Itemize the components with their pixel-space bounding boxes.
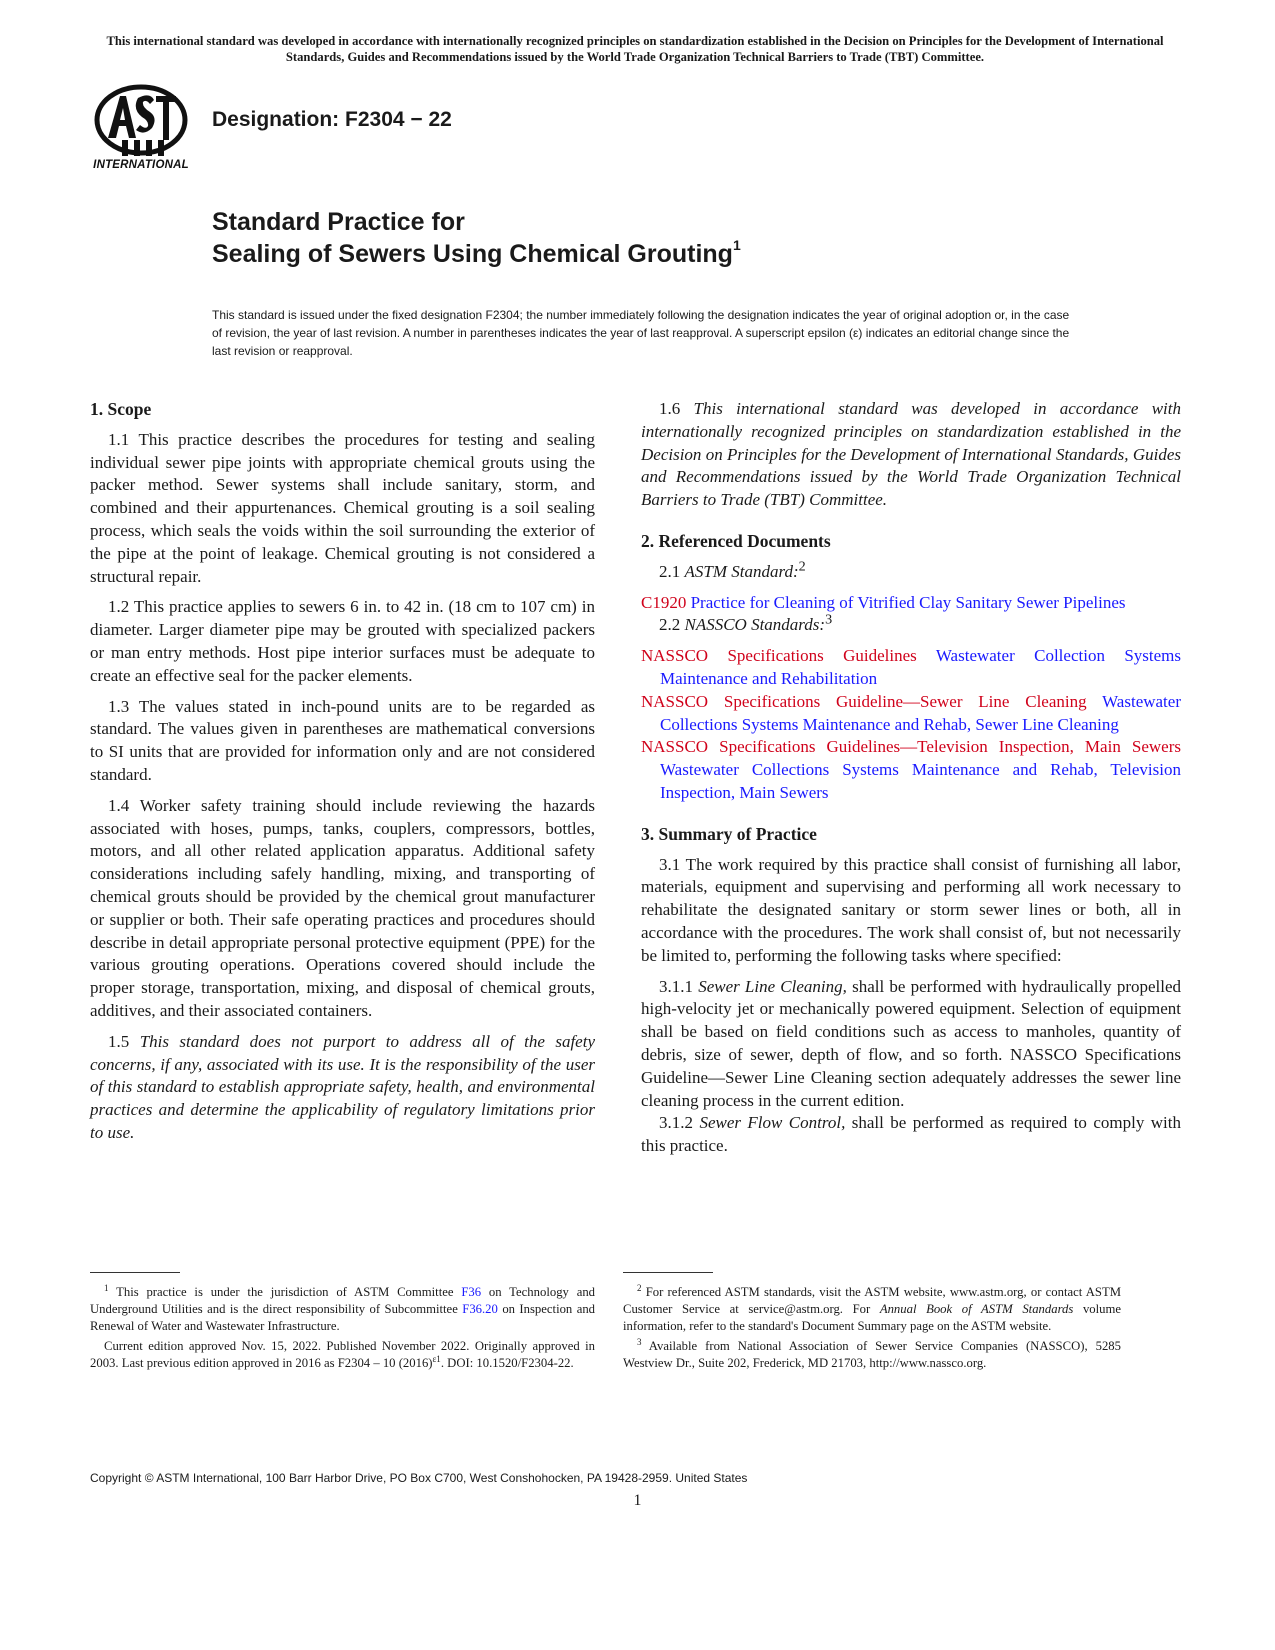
left-column bbox=[90, 398, 595, 1153]
ref-c1920-title[interactable]: Practice for Cleaning of Vitrified Clay Sanitary Sewer Pipelines bbox=[690, 592, 1126, 612]
designation: Designation: F2304 − 22 bbox=[212, 108, 452, 131]
title-line-2-text: Sealing of Sewers Using Chemical Grouting bbox=[212, 240, 733, 268]
fn1-text-b: on Technology and Underground Utilities and is the direct responsibility of Subcommittee bbox=[90, 1285, 596, 1316]
ref-nassco-1[interactable] bbox=[641, 645, 1181, 691]
paragraph-1-1: 1.1 This practice describes the procedures for testing and sealing individual sewer pipe joints with appropriate chemical grouts using the packer method. Sewer systems shall include sanitary, storm, and combined and their appurtenances. Chemical grouting is a soil sealing process, which seals the voids within the soil surrounding the exterior of the pipe at the point of leakage. Chemical grouting is not considered a structural repair. bbox=[90, 429, 595, 586]
footnote-1 bbox=[90, 1284, 595, 1335]
paragraph-3-1-1 bbox=[641, 976, 1181, 1113]
logo-text: INTERNATIONAL bbox=[93, 159, 189, 171]
s2-1-sup: 2 bbox=[798, 558, 806, 575]
ref-c1920-code[interactable]: C1920 bbox=[641, 592, 687, 612]
p3-1-2-text: shall be performed as required to comply with this practice. bbox=[641, 1113, 1182, 1156]
fn1-edition-text: Current edition approved Nov. 15, 2022. Published November 2022. Originally approved in 2003. Last previous edition approved in 2016 as F2304 – 10 (2016) bbox=[90, 1339, 595, 1370]
ref-nassco-2-title[interactable]: Wastewater Collections Systems Maintenance and Rehab, Sewer Line Cleaning bbox=[660, 691, 1181, 734]
p1-6-number: 1.6 bbox=[659, 399, 681, 418]
ref-nassco-3-title[interactable]: Wastewater Collections Systems Maintenance and Rehab, Television Inspection, Main Sewers bbox=[660, 760, 1181, 802]
ref-nassco-1-title[interactable]: Wastewater Collection Systems Maintenance and Rehabilitation bbox=[660, 646, 1181, 688]
right-column bbox=[641, 398, 1181, 1166]
p1-5-number: 1.5 bbox=[108, 1031, 130, 1051]
footnote-3 bbox=[623, 1338, 1121, 1372]
p1-5-text: This standard does not purport to address all of the safety concerns, if any, associated with its use. It is the responsibility of the user of this standard to establish appropriate safety, health, and environmental practices and determine the applicability of regulatory limitations prior to use. bbox=[90, 1031, 595, 1142]
p3-1-2-number: 3.1.2 bbox=[659, 1113, 693, 1133]
p3-1-2-term: Sewer Flow Control, bbox=[699, 1113, 846, 1133]
fn1-text-c: on Inspection and Renewal of Water and Wastewater Infrastructure. bbox=[90, 1302, 596, 1333]
title-line-2 bbox=[212, 238, 741, 270]
copyright: Copyright © ASTM International, 100 Barr Harbor Drive, PO Box C700, West Conshohocken, PA 19428-2959. United States bbox=[90, 1471, 748, 1485]
fn1-link-f36[interactable]: F36 bbox=[461, 1285, 482, 1299]
top-notice: This international standard was developed in accordance with internationally recognized principles on standardization established in the Decision on Principles for the Development of International Standards, Guides and Recommendations issued by the World Trade Organization Technical Barriers to Trade (TBT) Committee. bbox=[106, 34, 1164, 64]
footnotes-right bbox=[623, 1284, 1121, 1375]
section-2-heading: 2. Referenced Documents bbox=[641, 530, 831, 551]
s2-2-label: NASSCO Standards: bbox=[684, 615, 826, 635]
paragraph-1-4: 1.4 Worker safety training should include reviewing the hazards associated with hoses, pumps, tanks, couplers, compressors, bottles, motors, and all other related application apparatus. Additional safety considerations including safely handling, mixing, and transporting of chemical grouts should be provided by the chemical grout manufacturer or supplier or both. Their safe operating practices and procedures should describe in detail appropriate personal protective equipment (PPE) for the various grouting operations. Operations covered should include the proper storage, transportation, mixing, and disposal of chemical grouts, additives, and their associated containers. bbox=[90, 795, 595, 1020]
paragraph-3-1: 3.1 The work required by this practice shall consist of furnishing all labor, materials, equipment and supervising and performing all work necessary to rehabilitate the designated sanitary or storm sewer lines or both, all in accordance with the procedures. The work shall consist of, but not necessarily be limited to, performing the following tasks where specified: bbox=[641, 854, 1181, 965]
footnote-rule-left bbox=[90, 1272, 180, 1273]
paragraph-1-5 bbox=[90, 1031, 595, 1145]
p3-1-1-text: shall be performed with hydraulically propelled high-velocity jet or mechanically powered equipment. Selection of equipment shall be based on field conditions such as access to manholes, quantity of debris, size of sewer, depth of flow, and so forth. NASSCO Specifications Guideline—Sewer Line Cleaning section adequately addresses the sewer line cleaning process in the current edition. bbox=[641, 976, 1182, 1110]
fn3-text: Available from National Association of Sewer Service Companies (NASSCO), 5285 Westview Dr., Suite 202, Frederick, MD 21703, http://www.nassco.org. bbox=[623, 1339, 1121, 1370]
fn1-link-f36-20[interactable]: F36.20 bbox=[462, 1302, 498, 1316]
title-footnote-marker: 1 bbox=[732, 237, 741, 253]
astm-logo-icon bbox=[86, 84, 196, 160]
s2-2-sup: 3 bbox=[825, 611, 833, 628]
fn2-marker: 2 bbox=[637, 1282, 642, 1293]
fn1-marker: 1 bbox=[104, 1282, 109, 1293]
fn3-marker: 3 bbox=[637, 1336, 642, 1347]
fn2-emphasis: Annual Book of ASTM Standards bbox=[879, 1302, 1074, 1316]
page-number: 1 bbox=[633, 1492, 642, 1509]
fn1-text-a: This practice is under the jurisdiction of ASTM Committee bbox=[116, 1285, 454, 1299]
ref-nassco-2-code[interactable]: NASSCO Specifications Guideline—Sewer Line Cleaning bbox=[641, 691, 1087, 711]
footnote-1-edition bbox=[90, 1338, 595, 1372]
p1-6-text: This international standard was developed in accordance with internationally recognized principles on standardization established in the Decision on Principles for the Development of International Standards, Guides and Recommendations issued by the World Trade Organization Technical Barriers to Trade (TBT) Committee. bbox=[641, 399, 1181, 510]
paragraph-3-1-2 bbox=[641, 1112, 1181, 1158]
section-3-heading: 3. Summary of Practice bbox=[641, 823, 817, 844]
ref-nassco-1-code[interactable]: NASSCO Specifications Guidelines bbox=[641, 646, 917, 666]
p3-1-1-term: Sewer Line Cleaning, bbox=[698, 976, 847, 996]
paragraph-1-2: 1.2 This practice applies to sewers 6 in. to 42 in. (18 cm to 107 cm) in diameter. Larger diameter pipe may be grouted with specialized packers or man entry methods. Host pipe interior surfaces must be adequate to create an effective seal for the packer elements. bbox=[90, 597, 595, 685]
section-2-2 bbox=[641, 611, 1181, 637]
title-line-1: Standard Practice for bbox=[212, 208, 465, 236]
issued-note: This standard is issued under the fixed designation F2304; the number immediately following the designation indicates the year of original adoption or, in the case of revision, the year of last revision. A number in parentheses indicates the year of last reapproval. A superscript epsilon (ε) indicates an editorial change since the last revision or reapproval. bbox=[212, 308, 1070, 358]
p3-1-1-number: 3.1.1 bbox=[659, 976, 693, 996]
astm-logo bbox=[86, 84, 196, 176]
section-2-1 bbox=[641, 558, 1181, 584]
footnotes-left bbox=[90, 1284, 595, 1375]
s2-1-label: ASTM Standard: bbox=[684, 561, 799, 581]
s2-1-number: 2.1 bbox=[659, 561, 681, 581]
fn2-text-a: For referenced ASTM standards, visit the ASTM website, www.astm.org, or contact ASTM Customer Service at service@astm.org. For bbox=[623, 1285, 1121, 1316]
ref-nassco-2[interactable] bbox=[641, 691, 1181, 737]
section-1-heading: 1. Scope bbox=[90, 399, 152, 419]
ref-c1920[interactable] bbox=[641, 592, 1181, 615]
ref-nassco-3-code[interactable]: NASSCO Specifications Guidelines—Television Inspection, Main Sewers bbox=[641, 737, 1181, 757]
footnote-rule-right bbox=[623, 1272, 713, 1273]
fn1-edition-end: . DOI: 10.1520/F2304-22. bbox=[440, 1356, 574, 1370]
paragraph-1-3: 1.3 The values stated in inch-pound units are to be regarded as standard. The values given in parentheses are mathematical conversions to SI units that are provided for information only and are not considered standard. bbox=[90, 696, 595, 784]
fn1-epsilon: ε1 bbox=[432, 1353, 441, 1364]
ref-nassco-3[interactable] bbox=[641, 736, 1181, 804]
paragraph-1-6 bbox=[641, 398, 1181, 512]
s2-2-number: 2.2 bbox=[659, 615, 681, 635]
footnote-2 bbox=[623, 1284, 1121, 1335]
document-title bbox=[212, 206, 741, 270]
fn2-text-b: volume information, refer to the standard's Document Summary page on the ASTM website. bbox=[623, 1302, 1121, 1333]
